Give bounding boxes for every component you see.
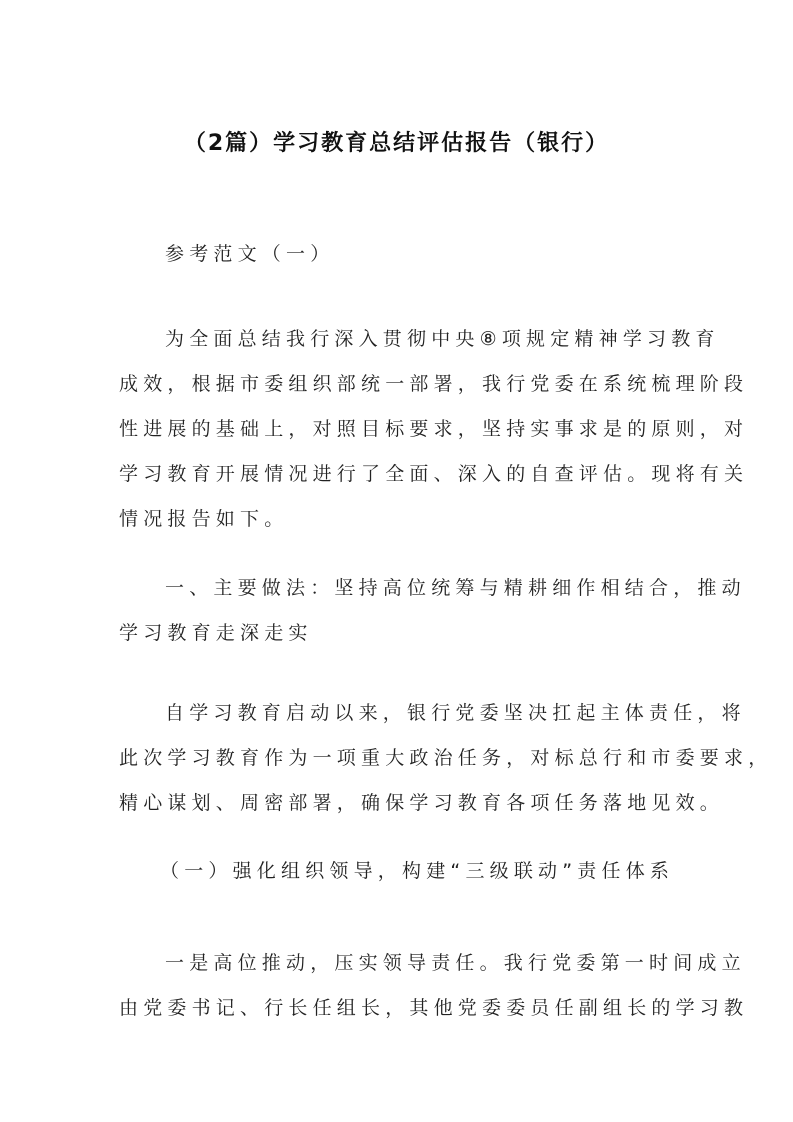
paragraph-line: 一是高位推动，压实领导责任。我行党委第一时间成立 (165, 952, 746, 974)
paragraph-line: 成效，根据市委组织部统一部署，我行党委在系统梳理阶段 (119, 373, 749, 395)
paragraph-line: 精心谋划、周密部署，确保学习教育各项任务落地见效。 (119, 792, 725, 814)
subheading-line: （一）强化组织领导，构建“三级联动”责任体系 (160, 860, 675, 882)
paragraph-line: 此次学习教育作为一项重大政治任务，对标总行和市委要求， (119, 747, 773, 769)
heading-line: 学习教育走深走实 (119, 622, 313, 644)
document-title: （2篇）学习教育总结评估报告（银行） (183, 131, 610, 156)
paragraph-line: 性进展的基础上，对照目标要求，坚持实事求是的原则，对 (119, 418, 749, 440)
paragraph-line: 由党委书记、行长任组长，其他党委委员任副组长的学习教 (119, 997, 749, 1019)
paragraph-line: 自学习教育启动以来，银行党委坚决扛起主体责任，将 (165, 702, 746, 724)
section-label: 参考范文（一） (165, 243, 335, 265)
heading-line: 一、主要做法：坚持高位统筹与精耕细作相结合，推动 (165, 577, 746, 599)
paragraph-line: 学习教育开展情况进行了全面、深入的自查评估。现将有关 (119, 463, 749, 485)
paragraph-line: 为全面总结我行深入贯彻中央⑧项规定精神学习教育 (165, 328, 720, 350)
paragraph-line: 情况报告如下。 (119, 508, 289, 530)
